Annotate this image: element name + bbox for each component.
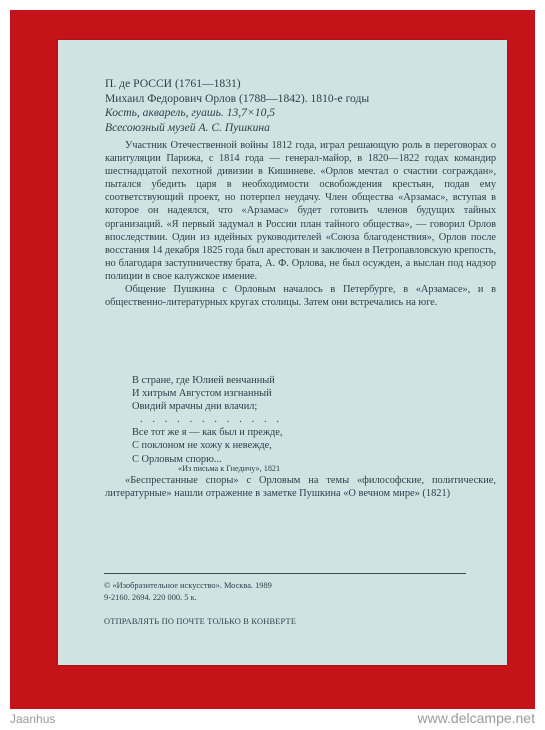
poem-line-5: С поклоном не хожу к невежде, [132, 440, 272, 452]
medium-line: Кость, акварель, гуашь. 13,7×10,5 [105, 106, 276, 120]
poem-line-2: И хитрым Августом изгнанный [132, 388, 272, 400]
caption-header [105, 77, 497, 135]
closing-paragraph: «Беспрестанные споры» с Орловым на темы «философские, политические, литературные» нашли отражение в заметке Пушкина «О вечном мире» (1821) [105, 475, 496, 500]
poem-quote [132, 374, 283, 466]
seller-watermark: Jaanhus [10, 712, 56, 726]
divider-line [104, 573, 466, 574]
artist-line: П. де РОССИ (1761—1831) [105, 77, 241, 90]
copyright-line: © «Изобразительное искусство». Москва. 1989 [104, 581, 272, 590]
poem-line-6: С Орловым спорю... [132, 453, 222, 465]
watermark-bar [0, 710, 545, 730]
imprint-block [104, 580, 272, 603]
description-paragraph-1: Участник Отечественной войны 1812 года, играл решающую роль в переговорах о капитуляции Парижа, с 1814 года — генерал-майор, в 1820—1822 годах командир шестнадцатой пехотной дивизии в Кишиневе. «Орлов мечтал о счастии сограждан», пытался убедить царя в необходимости освобождения крестьян, подав ему соответствующий проект, но потерпел неудачу. Член общества «Арзамас», вступая в которое он надеялся, что «Арзамас» будет готовить членов будущих тайных организаций. «Я первый задумал в России план тайного общества», — говорил Орлов впоследствии. Один из идейных руководителей «Союза благоденствия», Орлов после восстания 14 декабря 1825 года был арестован и заключен в Петропавловскую крепость, но благодаря заступничеству брата, А. Ф. Орлова, не был осужден, а выслан под надзор полиции в свое калужское имение. [105, 140, 496, 282]
postcard-back [58, 40, 507, 665]
museum-line: Всесоюзный музей А. С. Пушкина [105, 120, 270, 134]
poem-source: «Из письма к Гнедичу», 1821 [178, 464, 281, 473]
description-paragraph-2: Общение Пушкина с Орловым началось в Петербурге, в «Арзамасе», и в общественно-литературных кругах столицы. Затем они встречались на юге. [105, 284, 496, 309]
artwork-title: Михаил Федорович Орлов (1788—1842). 1810-е годы [105, 91, 370, 105]
print-code-line: 9-2160. 2694. 220 000. 5 к. [104, 592, 197, 602]
description-text [105, 139, 496, 309]
poem-line-1: В стране, где Юлией венчанный [132, 375, 275, 386]
poem-line-3: Овидий мрачны дни влачил; [132, 401, 258, 413]
poem-ellipsis: . . . . . . . . . . . . [140, 414, 283, 426]
site-watermark: www.delcampe.net [417, 710, 535, 726]
poem-line-4: Все тот же я — как был и прежде, [132, 427, 283, 439]
closing-text [105, 474, 496, 500]
mail-notice: ОТПРАВЛЯТЬ ПО ПОЧТЕ ТОЛЬКО В КОНВЕРТЕ [104, 617, 297, 626]
